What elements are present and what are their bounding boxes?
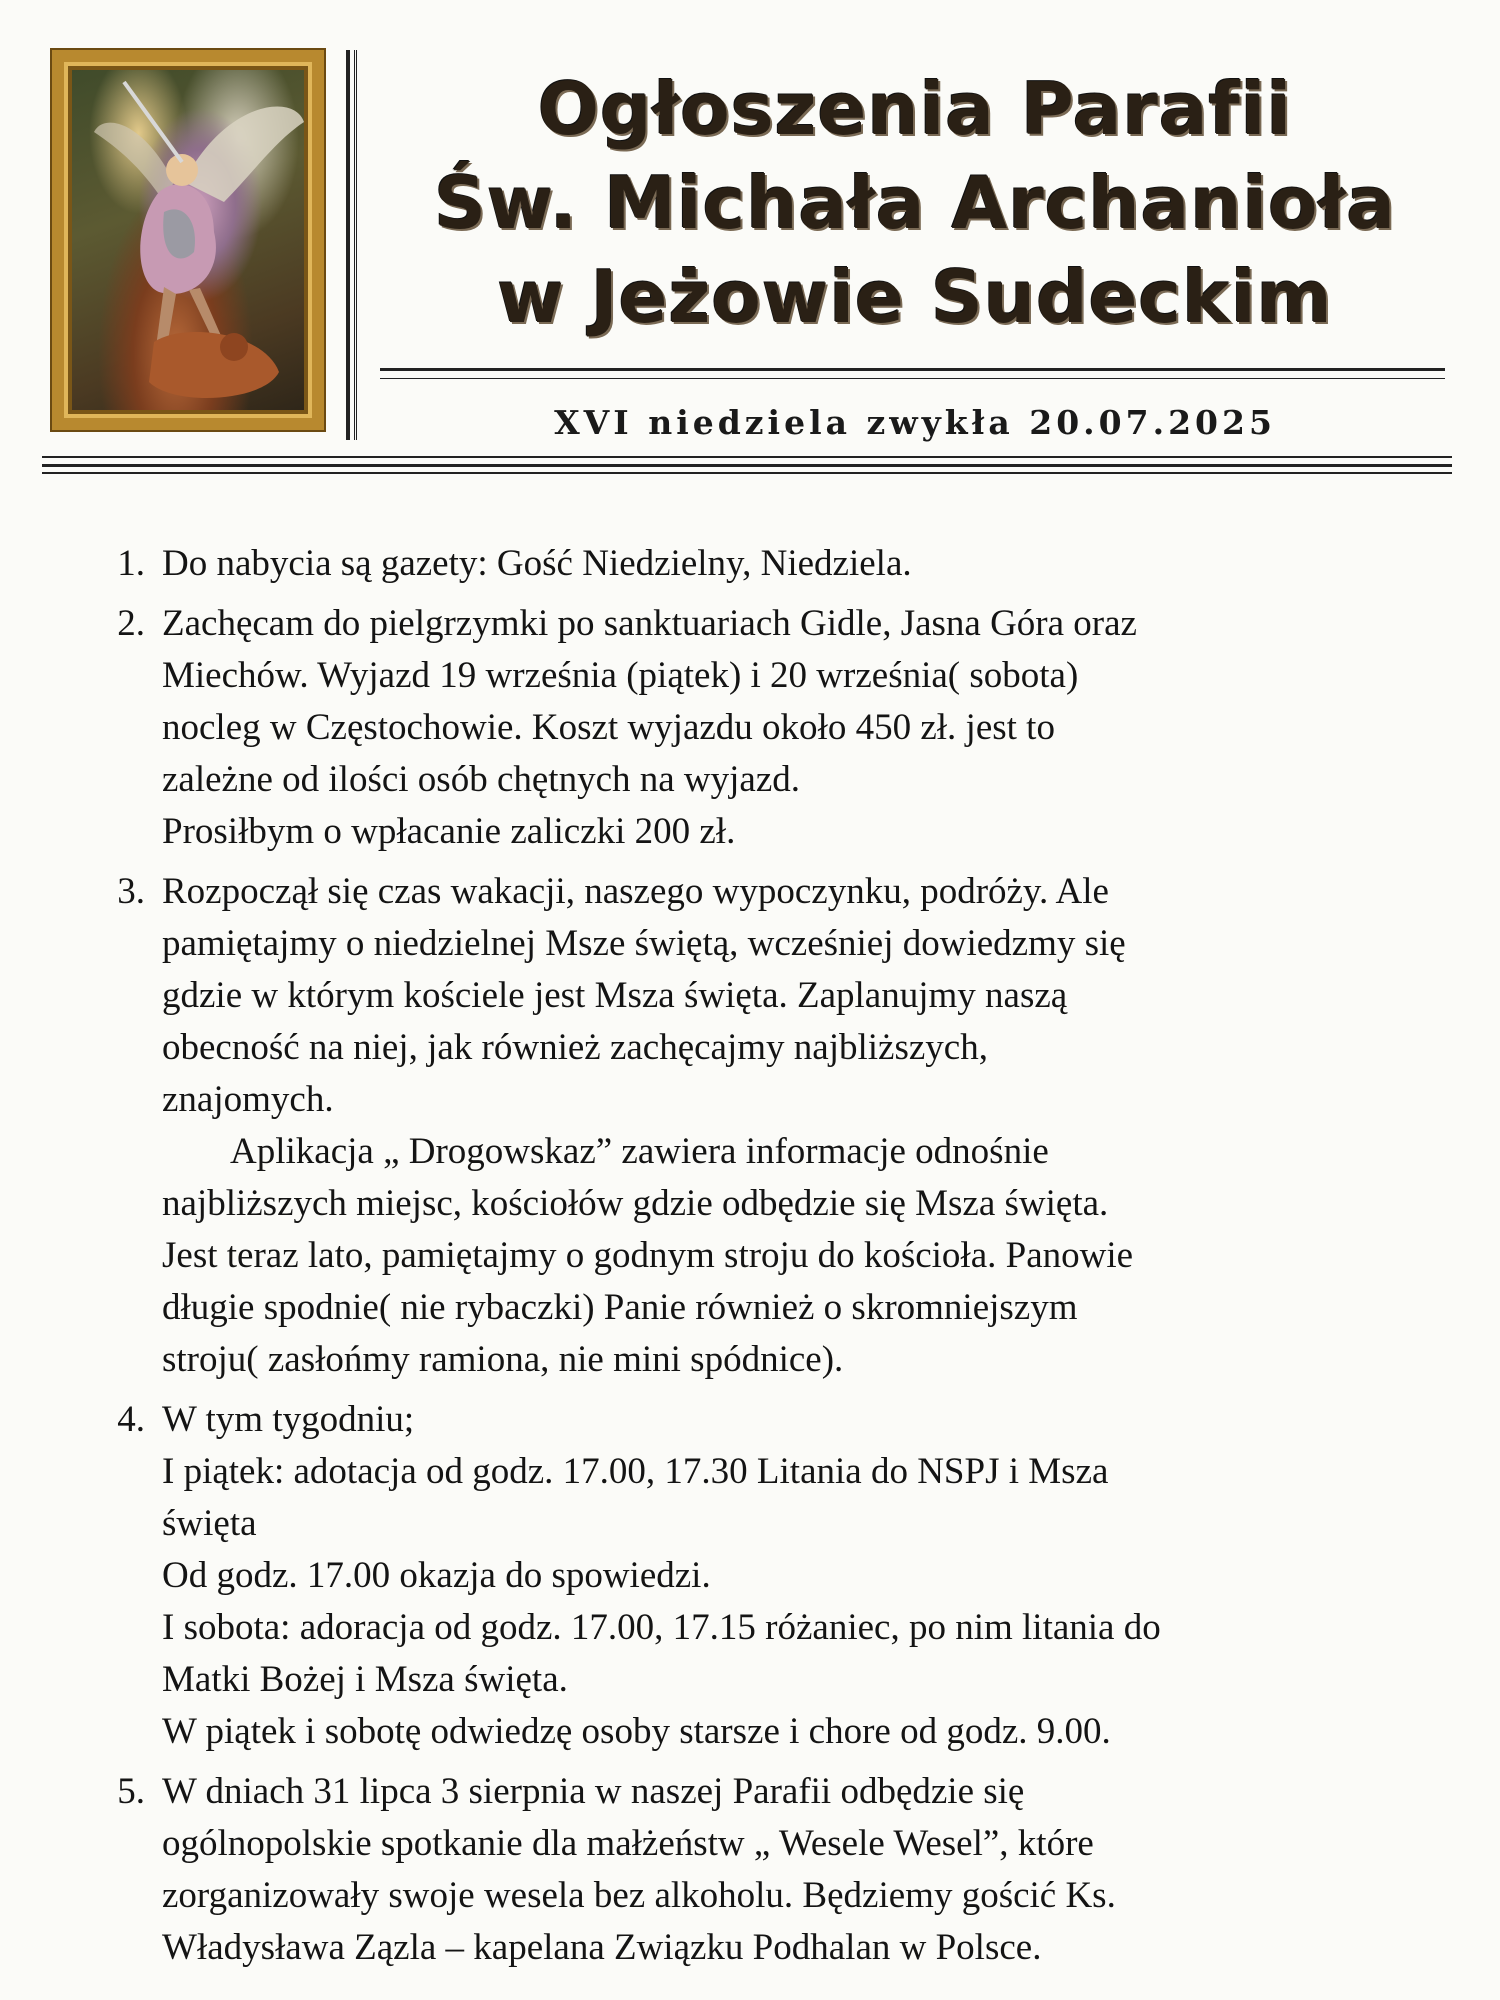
announcement-line: obecność na niej, jak również zachęcajmy najbliższych, (162, 1027, 988, 1068)
announcement-line: Miechów. Wyjazd 19 września (piątek) i 20 września( sobota) (162, 655, 1079, 696)
announcement-item (90, 598, 1460, 858)
page-title (380, 62, 1450, 344)
announcement-line: najbliższych miejsc, kościołów gdzie odbędzie się Msza święta. (162, 1183, 1109, 1224)
divider (42, 464, 1452, 467)
date-subtitle: XVI niedziela zwykła 20.07.2025 (554, 403, 1276, 442)
divider (42, 456, 1452, 458)
announcement-line: pamiętajmy o niedzielnej Msze świętą, wcześniej dowiedzmy się (162, 923, 1126, 964)
announcement-item (90, 538, 1460, 590)
announcement-item (90, 1766, 1460, 1974)
announcement-line: I piątek: adotacja od godz. 17.00, 17.30 Litania do NSPJ i Msza (162, 1451, 1109, 1492)
announcement-line: Rozpoczął się czas wakacji, naszego wypoczynku, podróży. Ale (162, 871, 1109, 912)
announcement-line: nocleg w Częstochowie. Koszt wyjazdu około 450 zł. jest to (162, 707, 1055, 748)
announcement-line: Matki Bożej i Msza święta. (162, 1659, 568, 1700)
announcement-line: Prosiłbym o wpłacanie zaliczki 200 zł. (162, 811, 736, 852)
announcement-line: stroju( zasłońmy ramiona, nie mini spódnice). (162, 1339, 844, 1380)
announcement-line: święta (162, 1503, 257, 1544)
announcement-line: zależne od ilości osób chętnych na wyjazd. (162, 759, 801, 800)
header-vertical-rule (346, 50, 355, 440)
title-line-1: Ogłoszenia Parafii (537, 67, 1293, 151)
announcement-line: znajomych. (162, 1079, 334, 1120)
announcement-number: 5. (117, 1771, 145, 1812)
announcement-line: Zachęcam do pielgrzymki po sanktuariach Gidle, Jasna Góra oraz (162, 603, 1137, 644)
announcement-item (90, 1394, 1460, 1758)
announcement-number: 1. (117, 543, 145, 584)
divider (380, 368, 1445, 371)
announcement-line: ogólnopolskie spotkanie dla małżeństw „ Wesele Wesel”, które (162, 1823, 1094, 1864)
announcement-line: Jest teraz lato, pamiętajmy o godnym stroju do kościoła. Panowie (162, 1235, 1134, 1276)
announcement-line: Od godz. 17.00 okazja do spowiedzi. (162, 1555, 711, 1596)
archangel-painting-icon (64, 62, 312, 418)
announcement-list (90, 538, 1460, 1982)
announcement-line: W dniach 31 lipca 3 sierpnia w naszej Parafii odbędzie się (162, 1771, 1025, 1812)
title-line-2: Św. Michała Archanioła (434, 161, 1396, 245)
announcement-item (90, 866, 1460, 1386)
title-line-3: w Jeżowie Sudeckim (497, 255, 1333, 339)
announcement-line: I sobota: adoracja od godz. 17.00, 17.15 różaniec, po nim litania do (162, 1607, 1161, 1648)
announcement-line: W piątek i sobotę odwiedzę osoby starsze i chore od godz. 9.00. (162, 1711, 1111, 1752)
announcement-number: 4. (117, 1399, 145, 1440)
divider (380, 378, 1445, 379)
announcement-number: 3. (117, 871, 145, 912)
announcement-line: zorganizowały swoje wesela bez alkoholu. Będziemy gościć Ks. (162, 1875, 1116, 1916)
divider (42, 472, 1452, 474)
announcement-line: Do nabycia są gazety: Gość Niedzielny, Niedziela. (162, 543, 912, 584)
announcement-line: Władysława Zązla – kapelana Związku Podhalan w Polsce. (162, 1927, 1042, 1968)
announcement-line: długie spodnie( nie rybaczki) Panie również o skromniejszym (162, 1287, 1078, 1328)
archangel-michael-image (52, 50, 324, 430)
announcement-line: gdzie w którym kościele jest Msza święta. Zaplanujmy naszą (162, 975, 1068, 1016)
announcement-line: W tym tygodniu; (162, 1399, 415, 1440)
announcement-line: Aplikacja „ Drogowskaz” zawiera informacje odnośnie (230, 1131, 1049, 1172)
announcement-number: 2. (117, 603, 145, 644)
header-vertical-rule-thin (356, 50, 357, 440)
